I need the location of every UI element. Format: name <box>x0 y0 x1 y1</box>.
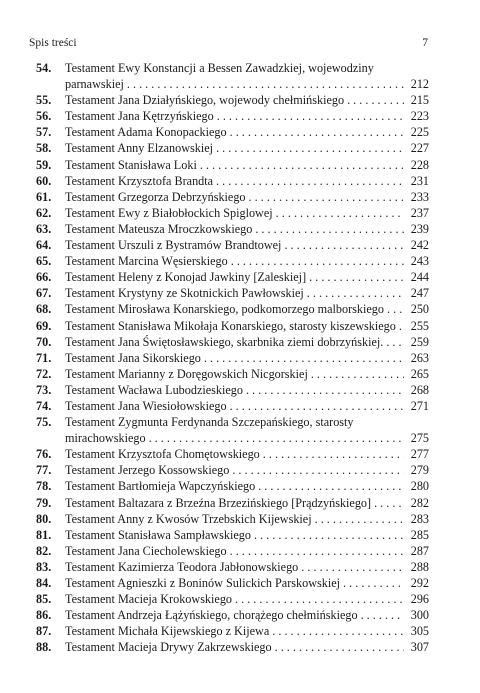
entry-number: 79. <box>36 495 52 510</box>
entry-title-block <box>65 446 429 462</box>
toc-entry <box>36 124 429 140</box>
entry-page-number: 227 <box>410 141 429 156</box>
entry-title-block <box>65 495 429 511</box>
entry-last-line <box>65 269 429 285</box>
entry-number: 61. <box>36 189 52 204</box>
entry-title-line: Testament Wacława Lubodzieskiego <box>65 382 243 397</box>
entry-title-block <box>65 639 429 655</box>
entry-last-line <box>65 301 429 317</box>
entry-title-line: Testament Bartłomieja Wapczyńskiego <box>65 479 256 494</box>
entry-last-line <box>65 495 429 511</box>
table-of-contents <box>36 60 429 655</box>
dot-leader <box>217 108 404 124</box>
dot-leader <box>204 350 404 366</box>
entry-last-line <box>65 478 429 494</box>
entry-title-block <box>65 543 429 559</box>
page-number: 7 <box>422 37 428 49</box>
entry-title-line: Testament Krzysztofa Chomętowskiego <box>65 447 260 462</box>
entry-title-line: Testament Grzegorza Debrzyńskiego <box>65 189 246 204</box>
entry-title-line: Testament Stanisława Loki <box>65 157 197 172</box>
entry-title-block <box>65 318 429 334</box>
dot-leader <box>230 543 404 559</box>
entry-page-number: 243 <box>410 254 429 269</box>
toc-entry <box>36 527 429 543</box>
dot-leader <box>343 575 404 591</box>
entry-last-line <box>65 189 429 205</box>
entry-page-number: 228 <box>410 157 429 172</box>
dot-leader <box>127 76 404 92</box>
entry-title-block <box>65 334 429 350</box>
dot-leader <box>230 398 404 414</box>
toc-entry <box>36 623 429 639</box>
entry-title-block <box>65 366 429 382</box>
entry-title-block <box>65 60 429 92</box>
toc-entry <box>36 221 429 237</box>
entry-last-line <box>65 559 429 575</box>
entry-page-number: 225 <box>410 125 429 140</box>
entry-last-line <box>65 318 429 334</box>
entry-title-block <box>65 301 429 317</box>
toc-entry <box>36 495 429 511</box>
entry-last-line <box>65 607 429 623</box>
entry-title-block <box>65 285 429 301</box>
entry-title-block <box>65 173 429 189</box>
entry-number: 67. <box>36 286 52 301</box>
entry-title-block <box>65 623 429 639</box>
entry-page-number: 275 <box>410 431 429 446</box>
toc-entry <box>36 414 429 446</box>
entry-number: 72. <box>36 366 52 381</box>
entry-page-number: 282 <box>410 495 429 510</box>
toc-entry <box>36 269 429 285</box>
entry-last-line <box>65 108 429 124</box>
entry-title-line: Testament Marcina Węsierskiego <box>65 254 228 269</box>
entry-number: 75. <box>36 415 52 430</box>
entry-title-line: Testament Jana Sikorskiego <box>65 350 201 365</box>
entry-title-block <box>65 157 429 173</box>
entry-last-line <box>65 543 429 559</box>
entry-last-line <box>65 527 429 543</box>
entry-title-line: Testament Mateusza Mroczkowskiego <box>65 221 253 236</box>
entry-number: 70. <box>36 334 52 349</box>
entry-number: 57. <box>36 125 52 140</box>
entry-page-number: 265 <box>410 366 429 381</box>
entry-title-block <box>65 108 429 124</box>
entry-title-line: Testament Jerzego Kossowskiego <box>65 463 230 478</box>
entry-title-line: Testament Agnieszki z Boninów Sulickich Parskowskiej <box>65 576 341 590</box>
entry-title-line: Testament Jana Świętosławskiego, skarbnika ziemi dobrzyńskiej. <box>65 334 384 349</box>
dot-leader <box>386 334 404 350</box>
toc-entry <box>36 607 429 623</box>
entry-page-number: 233 <box>410 189 429 204</box>
entry-last-line <box>65 511 429 527</box>
toc-entry <box>36 108 429 124</box>
section-title: Spis treści <box>29 37 77 49</box>
entry-title-block <box>65 253 429 269</box>
toc-entry <box>36 253 429 269</box>
entry-page-number: 285 <box>410 527 429 542</box>
toc-entry <box>36 478 429 494</box>
dot-leader <box>249 189 404 205</box>
toc-entry <box>36 92 429 108</box>
entry-title-line: Testament Michała Kijewskiego z Kijewa <box>65 624 270 639</box>
entry-title-block <box>65 575 429 591</box>
entry-title-block <box>65 140 429 156</box>
entry-number: 80. <box>36 511 52 526</box>
entry-title-line: Testament Jana Kętrzyńskiego <box>65 109 214 124</box>
entry-last-line <box>65 446 429 462</box>
toc-entry <box>36 591 429 607</box>
entry-page-number: 237 <box>410 205 429 220</box>
dot-leader <box>258 478 404 494</box>
toc-entry <box>36 334 429 350</box>
entry-title-line: Testament Andrzeja Łążyńskiego, chorążego chełmińskiego <box>65 608 358 623</box>
entry-title-line: Testament Baltazara z Brzeźna Brzezińskiego [Prądzyńskiego] <box>65 495 372 510</box>
dot-leader <box>311 366 404 382</box>
dot-leader <box>254 527 404 543</box>
entry-title-block <box>65 414 429 446</box>
dot-leader <box>272 623 404 639</box>
entry-number: 76. <box>36 447 52 462</box>
entry-last-line <box>65 205 429 221</box>
entry-title-block <box>65 350 429 366</box>
entry-number: 81. <box>36 527 52 542</box>
toc-entry <box>36 237 429 253</box>
toc-entry <box>36 382 429 398</box>
entry-number: 54. <box>36 61 52 75</box>
entry-last-line <box>65 140 429 156</box>
entry-last-line <box>65 366 429 382</box>
entry-number: 62. <box>36 205 52 220</box>
entry-page-number: 244 <box>410 270 429 285</box>
entry-title-block <box>65 511 429 527</box>
entry-title-block <box>65 124 429 140</box>
entry-last-line <box>65 76 429 92</box>
entry-last-line <box>65 253 429 269</box>
entry-page-number: 279 <box>410 463 429 478</box>
dot-leader <box>246 382 404 398</box>
dot-leader <box>309 269 404 285</box>
entry-number: 59. <box>36 157 52 172</box>
entry-title-line: parnawskiej <box>65 77 124 92</box>
entry-last-line <box>65 285 429 301</box>
entry-page-number: 307 <box>410 640 429 655</box>
toc-entry <box>36 559 429 575</box>
entry-title-block <box>65 398 429 414</box>
entry-title-line: Testament Adama Konopackiego <box>65 125 227 140</box>
entry-page-number: 242 <box>410 238 429 253</box>
entry-last-line <box>65 623 429 639</box>
entry-number: 86. <box>36 608 52 623</box>
entry-title-block <box>65 607 429 623</box>
entry-number: 58. <box>36 141 52 156</box>
entry-title-block <box>65 559 429 575</box>
entry-title-block <box>65 92 429 108</box>
entry-title-line: Testament Krzysztofa Brandta <box>65 173 214 188</box>
toc-entry <box>36 60 429 92</box>
page-header <box>29 36 428 50</box>
entry-title-line: Testament Macieja Drywy Zakrzewskiego <box>65 640 272 655</box>
entry-page-number: 305 <box>410 624 429 639</box>
entry-last-line <box>65 462 429 478</box>
toc-entry <box>36 189 429 205</box>
dot-leader <box>200 157 404 173</box>
entry-number: 82. <box>36 543 52 558</box>
entry-page-number: 271 <box>410 398 429 413</box>
entry-page-number: 288 <box>410 559 429 574</box>
entry-title-block <box>65 205 429 221</box>
entry-last-line <box>65 430 429 446</box>
entry-title-line: Testament Krystyny ze Skotnickich Pawłowskiej <box>65 286 304 301</box>
entry-last-line <box>65 639 429 655</box>
entry-last-line <box>65 591 429 607</box>
dot-leader <box>230 124 404 140</box>
entry-page-number: 280 <box>410 479 429 494</box>
entry-number: 83. <box>36 559 52 574</box>
entry-title-block <box>65 237 429 253</box>
entry-last-line <box>65 575 429 591</box>
dot-leader <box>235 591 404 607</box>
entry-title-line: Testament Stanisława Mikołaja Konarskiego, starosty kiszewskiego <box>65 318 396 333</box>
entry-title-block <box>65 221 429 237</box>
entry-page-number: 231 <box>410 173 429 188</box>
entry-number: 66. <box>36 270 52 285</box>
dot-leader <box>361 607 404 623</box>
entry-title-line: Testament Urszuli z Bystramów Brandtowej <box>65 238 282 253</box>
entry-number: 68. <box>36 302 52 317</box>
entry-last-line <box>65 398 429 414</box>
entry-page-number: 296 <box>410 592 429 607</box>
dot-leader <box>315 511 404 527</box>
dot-leader <box>399 318 404 334</box>
dot-leader <box>374 495 404 511</box>
entry-number: 74. <box>36 398 52 413</box>
entry-number: 55. <box>36 93 52 108</box>
toc-entry <box>36 140 429 156</box>
entry-title-line: Testament Heleny z Konojad Jawkiny [Zaleskiej] <box>65 270 307 285</box>
dot-leader <box>263 446 404 462</box>
entry-title-line: Testament Jana Ciecholewskiego <box>65 543 227 558</box>
entry-page-number: 212 <box>410 77 429 92</box>
entry-title-line: Testament Jana Wiesiołowskiego <box>65 398 227 413</box>
toc-entry <box>36 205 429 221</box>
dot-leader <box>216 173 404 189</box>
dot-leader <box>231 253 404 269</box>
entry-number: 77. <box>36 463 52 478</box>
toc-entry <box>36 446 429 462</box>
entry-title-line: Testament Ewy Konstancji a Bessen Zawadzkiej, wojewodziny <box>65 61 374 75</box>
dot-leader <box>307 285 404 301</box>
entry-page-number: 255 <box>410 318 429 333</box>
entry-last-line <box>65 173 429 189</box>
entry-title-line: Testament Jana Działyńskiego, wojewody chełmińskiego <box>65 93 345 108</box>
entry-last-line <box>65 334 429 350</box>
toc-entry <box>36 575 429 591</box>
toc-entry <box>36 157 429 173</box>
entry-page-number: 263 <box>410 350 429 365</box>
entry-page-number: 268 <box>410 382 429 397</box>
entry-title-line: mirachowskiego <box>65 431 146 446</box>
entry-number: 88. <box>36 640 52 655</box>
entry-page-number: 283 <box>410 511 429 526</box>
dot-leader <box>232 462 404 478</box>
dot-leader <box>149 430 404 446</box>
dot-leader <box>255 221 404 237</box>
entry-title-line: Testament Mirosława Konarskiego, podkomorzego malborskiego <box>65 302 384 317</box>
entry-page-number: 277 <box>410 447 429 462</box>
entry-title-line: Testament Anny Elzanowskiej <box>65 141 214 156</box>
entry-title-line: Testament Zygmunta Ferdynanda Szczepańskiego, starosty <box>65 415 354 430</box>
entry-number: 85. <box>36 592 52 607</box>
entry-number: 65. <box>36 254 52 269</box>
entry-title-block <box>65 269 429 285</box>
entry-number: 87. <box>36 624 52 639</box>
entry-last-line <box>65 157 429 173</box>
entry-title-block <box>65 189 429 205</box>
entry-number: 73. <box>36 382 52 397</box>
entry-title-block <box>65 462 429 478</box>
entry-last-line <box>65 350 429 366</box>
toc-entry <box>36 398 429 414</box>
entry-page-number: 239 <box>410 221 429 236</box>
entry-page-number: 300 <box>410 608 429 623</box>
entry-title-line: Testament Kazimierza Teodora Jabłonowskiego <box>65 559 299 574</box>
dot-leader <box>284 237 404 253</box>
dot-leader <box>347 92 404 108</box>
toc-entry <box>36 173 429 189</box>
entry-page-number: 223 <box>410 109 429 124</box>
entry-title-block <box>65 478 429 494</box>
entry-title-line: Testament Ewy z Białobłockich Spiglowej <box>65 205 273 220</box>
entry-title-block <box>65 591 429 607</box>
entry-title-line: Testament Anny z Kwosów Trzebskich Kijewskiej <box>65 511 312 526</box>
entry-title-line: Testament Stanisława Sampławskiego <box>65 527 251 542</box>
entry-number: 60. <box>36 173 52 188</box>
toc-entry <box>36 285 429 301</box>
entry-number: 84. <box>36 576 52 590</box>
entry-last-line <box>65 382 429 398</box>
entry-page-number: 259 <box>410 334 429 349</box>
entry-number: 56. <box>36 109 52 124</box>
entry-last-line <box>65 237 429 253</box>
dot-leader <box>301 559 404 575</box>
toc-entry <box>36 639 429 655</box>
dot-leader <box>276 205 404 221</box>
entry-page-number: 247 <box>410 286 429 301</box>
entry-title-block <box>65 382 429 398</box>
entry-title-line: Testament Macieja Krokowskiego <box>65 592 233 607</box>
entry-number: 71. <box>36 350 52 365</box>
entry-title-block <box>65 527 429 543</box>
entry-last-line <box>65 124 429 140</box>
toc-entry <box>36 350 429 366</box>
entry-number: 69. <box>36 318 52 333</box>
entry-title-line: Testament Marianny z Doręgowskich Nicgorskiej <box>65 366 308 381</box>
entry-page-number: 292 <box>410 576 429 590</box>
toc-entry <box>36 462 429 478</box>
dot-leader <box>387 301 404 317</box>
dot-leader <box>216 140 404 156</box>
entry-last-line <box>65 92 429 108</box>
dot-leader <box>275 639 404 655</box>
entry-number: 78. <box>36 479 52 494</box>
toc-entry <box>36 366 429 382</box>
entry-number: 64. <box>36 238 52 253</box>
toc-entry <box>36 543 429 559</box>
toc-entry <box>36 318 429 334</box>
entry-number: 63. <box>36 221 52 236</box>
entry-page-number: 287 <box>410 543 429 558</box>
entry-page-number: 215 <box>410 93 429 108</box>
entry-page-number: 250 <box>410 302 429 317</box>
entry-last-line <box>65 221 429 237</box>
toc-entry <box>36 301 429 317</box>
toc-entry <box>36 511 429 527</box>
